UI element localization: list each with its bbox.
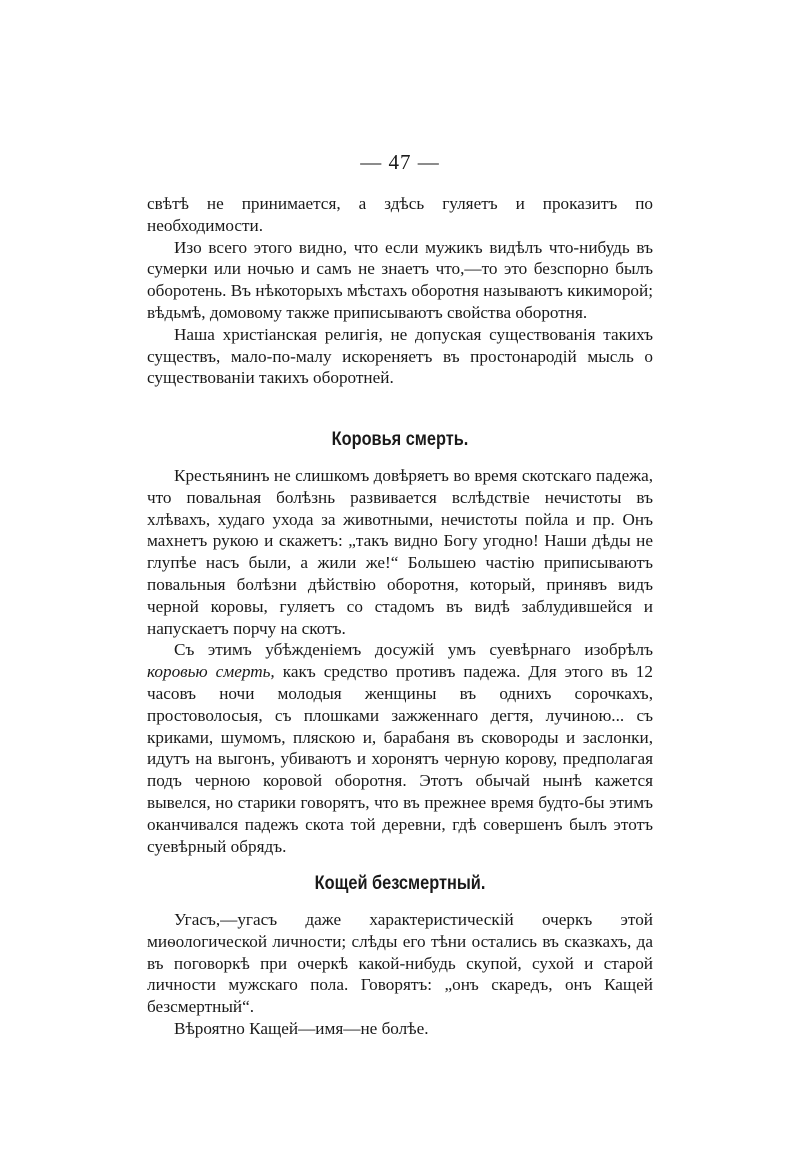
ritual-name-emphasis: коровью смерть,: [147, 662, 275, 682]
paragraph-koschei-description: Угасъ,—угасъ даже характеристическій очеркъ этой миѳологической личности; слѣды его тѣни остались въ сказкахъ, да въ поговоркѣ при очеркѣ какой-нибудь скупой, сухой и старой личности мужскаго пола. Говорятъ: „онъ скаредъ, онъ Кащей безсмертный“.: [147, 910, 653, 1017]
paragraph-koschei-name: Вѣроятно Кащей—имя—не болѣе.: [174, 1018, 429, 1038]
section-heading-koschei: Кощей безсмертный.: [314, 873, 486, 894]
ritual-text-end: какъ средство противъ падежа. Для этого въ 12 часовъ ночи молодыя женщины въ однихъ сорочкахъ, простоволосыя, съ плошками зажженнаго дегтя, лучиною... съ криками, шумомъ, пляскою и, барабаня въ сковороды и заслонки, идутъ на выгонъ, убиваютъ и хоронятъ черную корову, предполагая подъ черною коровой оборотня. Этотъ обычай нынѣ кажется вывелся, но старики говорятъ, что въ прежнее время будто-бы этимъ оканчивался падежъ скота той деревни, гдѣ совершенъ былъ этотъ суевѣрный обрядъ.: [147, 662, 653, 856]
intro-text-block: [147, 193, 653, 389]
paragraph-continuation: свѣтѣ не принимается, а здѣсь гуляетъ и проказитъ по необходимости.: [147, 194, 653, 235]
ritual-text-start: Съ этимъ убѣжденіемъ досужій умъ суевѣрнаго изобрѣлъ: [174, 640, 653, 660]
paragraph-peasant-belief: Крестьянинъ не слишкомъ довѣряетъ во время скотскаго падежа, что повальная болѣзнь развивается вслѣдствіе нечистоты въ хлѣвахъ, худаго ухода за животными, нечистоты пойла и пр. Онъ махнетъ рукою и скажетъ: „такъ видно Богу угодно! Наши дѣды не глупѣе насъ были, а жили же!“ Большею частію приписываютъ повальныя болѣзни дѣйствію оборотня, который, принявъ видъ черной коровы, гуляетъ со стадомъ въ видѣ заблудившейся и напускаетъ порчу на скотъ.: [147, 466, 653, 638]
koschei-text-block: [147, 909, 653, 1040]
paragraph-cow-death-ritual: [147, 639, 653, 857]
section-heading-cow-death: Коровья смерть.: [331, 429, 469, 450]
paragraph-religion: Наша христіанская религія, не допуская существованія такихъ существъ, мало-по-малу искореняетъ въ простонародій мысль о существованіи такихъ оборотней.: [147, 324, 653, 388]
paragraph-werewolf-conclusion: Изо всего этого видно, что если мужикъ видѣлъ что-нибудь въ сумерки или ночью и самъ не знаетъ что,—то это безспорно былъ оборотень. Въ нѣкоторыхъ мѣстахъ оборотня называютъ кикиморой; вѣдьмѣ, домовому также приписываютъ свойства оборотня.: [147, 237, 653, 322]
cow-death-text-block: [147, 465, 653, 857]
page-number: — 47 —: [360, 150, 440, 174]
